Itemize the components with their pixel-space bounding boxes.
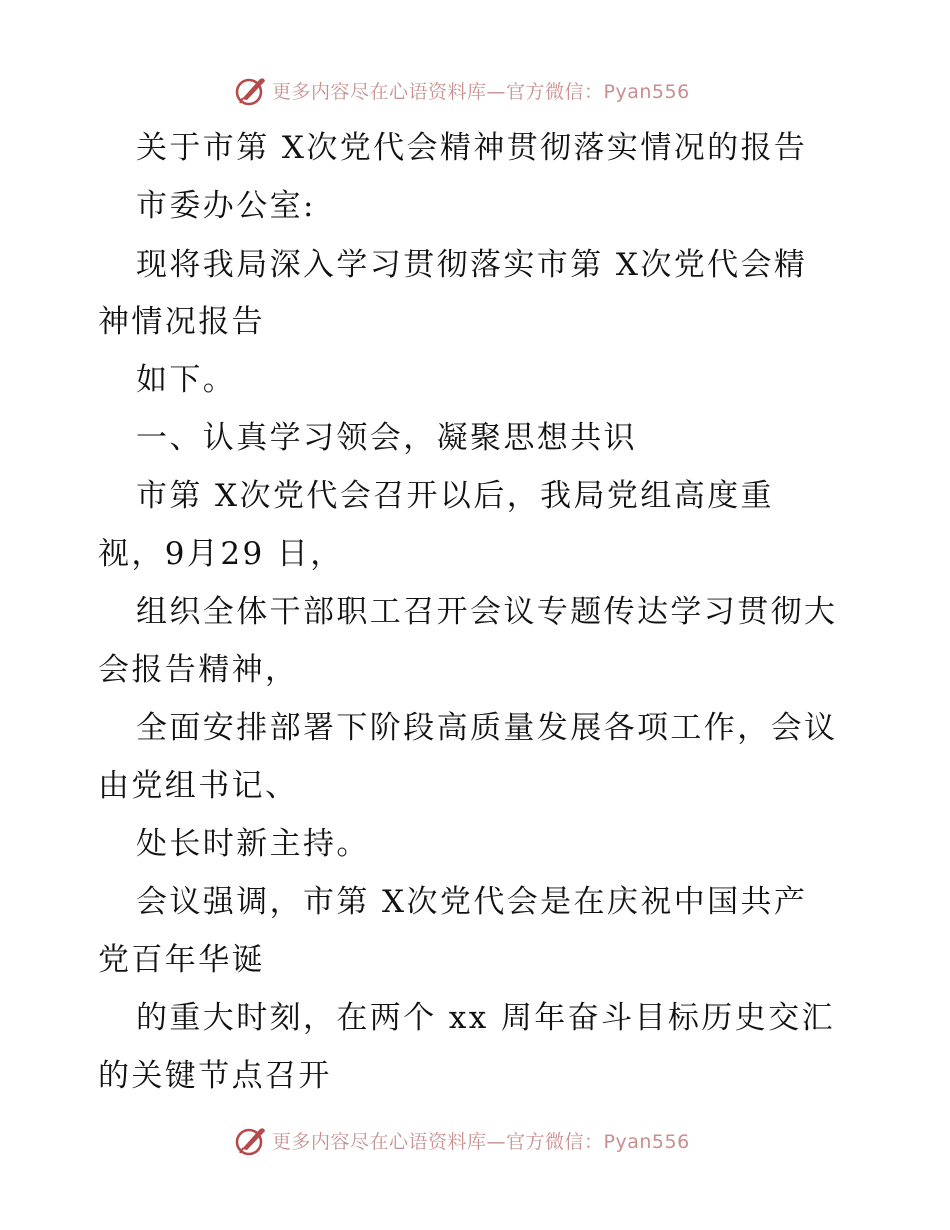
text-line: 神情况报告 [98,304,265,340]
text-line: 全面安排部署下阶段高质量发展各项工作，会议 [136,710,838,746]
text-line: 由党组书记、 [98,768,299,804]
text-line: 的重大时刻，在两个 xx 周年奋斗目标历史交汇 [136,1000,835,1036]
text-line: 党百年华诞 [98,942,265,978]
text-line: 会议强调，市第 X次党代会是在庆祝中国共产 [136,884,808,920]
text-line: 会报告精神， [98,652,299,688]
text-line: 视，9月29 日， [98,536,344,572]
quill-logo-icon [234,73,268,107]
text-line: 组织全体干部职工召开会议专题传达学习贯彻大 [136,594,838,630]
header-banner-text: 更多内容尽在心语资料库—官方微信：Pyan556 [272,80,690,103]
footer-watermark-banner [234,1122,690,1158]
section-heading: 一、认真学习领会，凝聚思想共识 [136,420,637,456]
text-line: 的关键节点召开 [98,1058,332,1094]
header-watermark-banner [234,72,690,108]
footer-banner-text: 更多内容尽在心语资料库—官方微信：Pyan556 [272,1130,690,1153]
text-line: 如下。 [136,362,237,398]
text-line: 市第 X次党代会召开以后，我局党组高度重 [136,478,774,514]
addressee-line: 市委办公室: [136,188,316,224]
quill-logo-icon [234,1123,268,1157]
document-title: 关于市第 X次党代会精神贯彻落实情况的报告 [136,130,808,166]
text-line: 现将我局深入学习贯彻落实市第 X次党代会精 [136,247,808,283]
text-line: 处长时新主持。 [136,826,370,862]
